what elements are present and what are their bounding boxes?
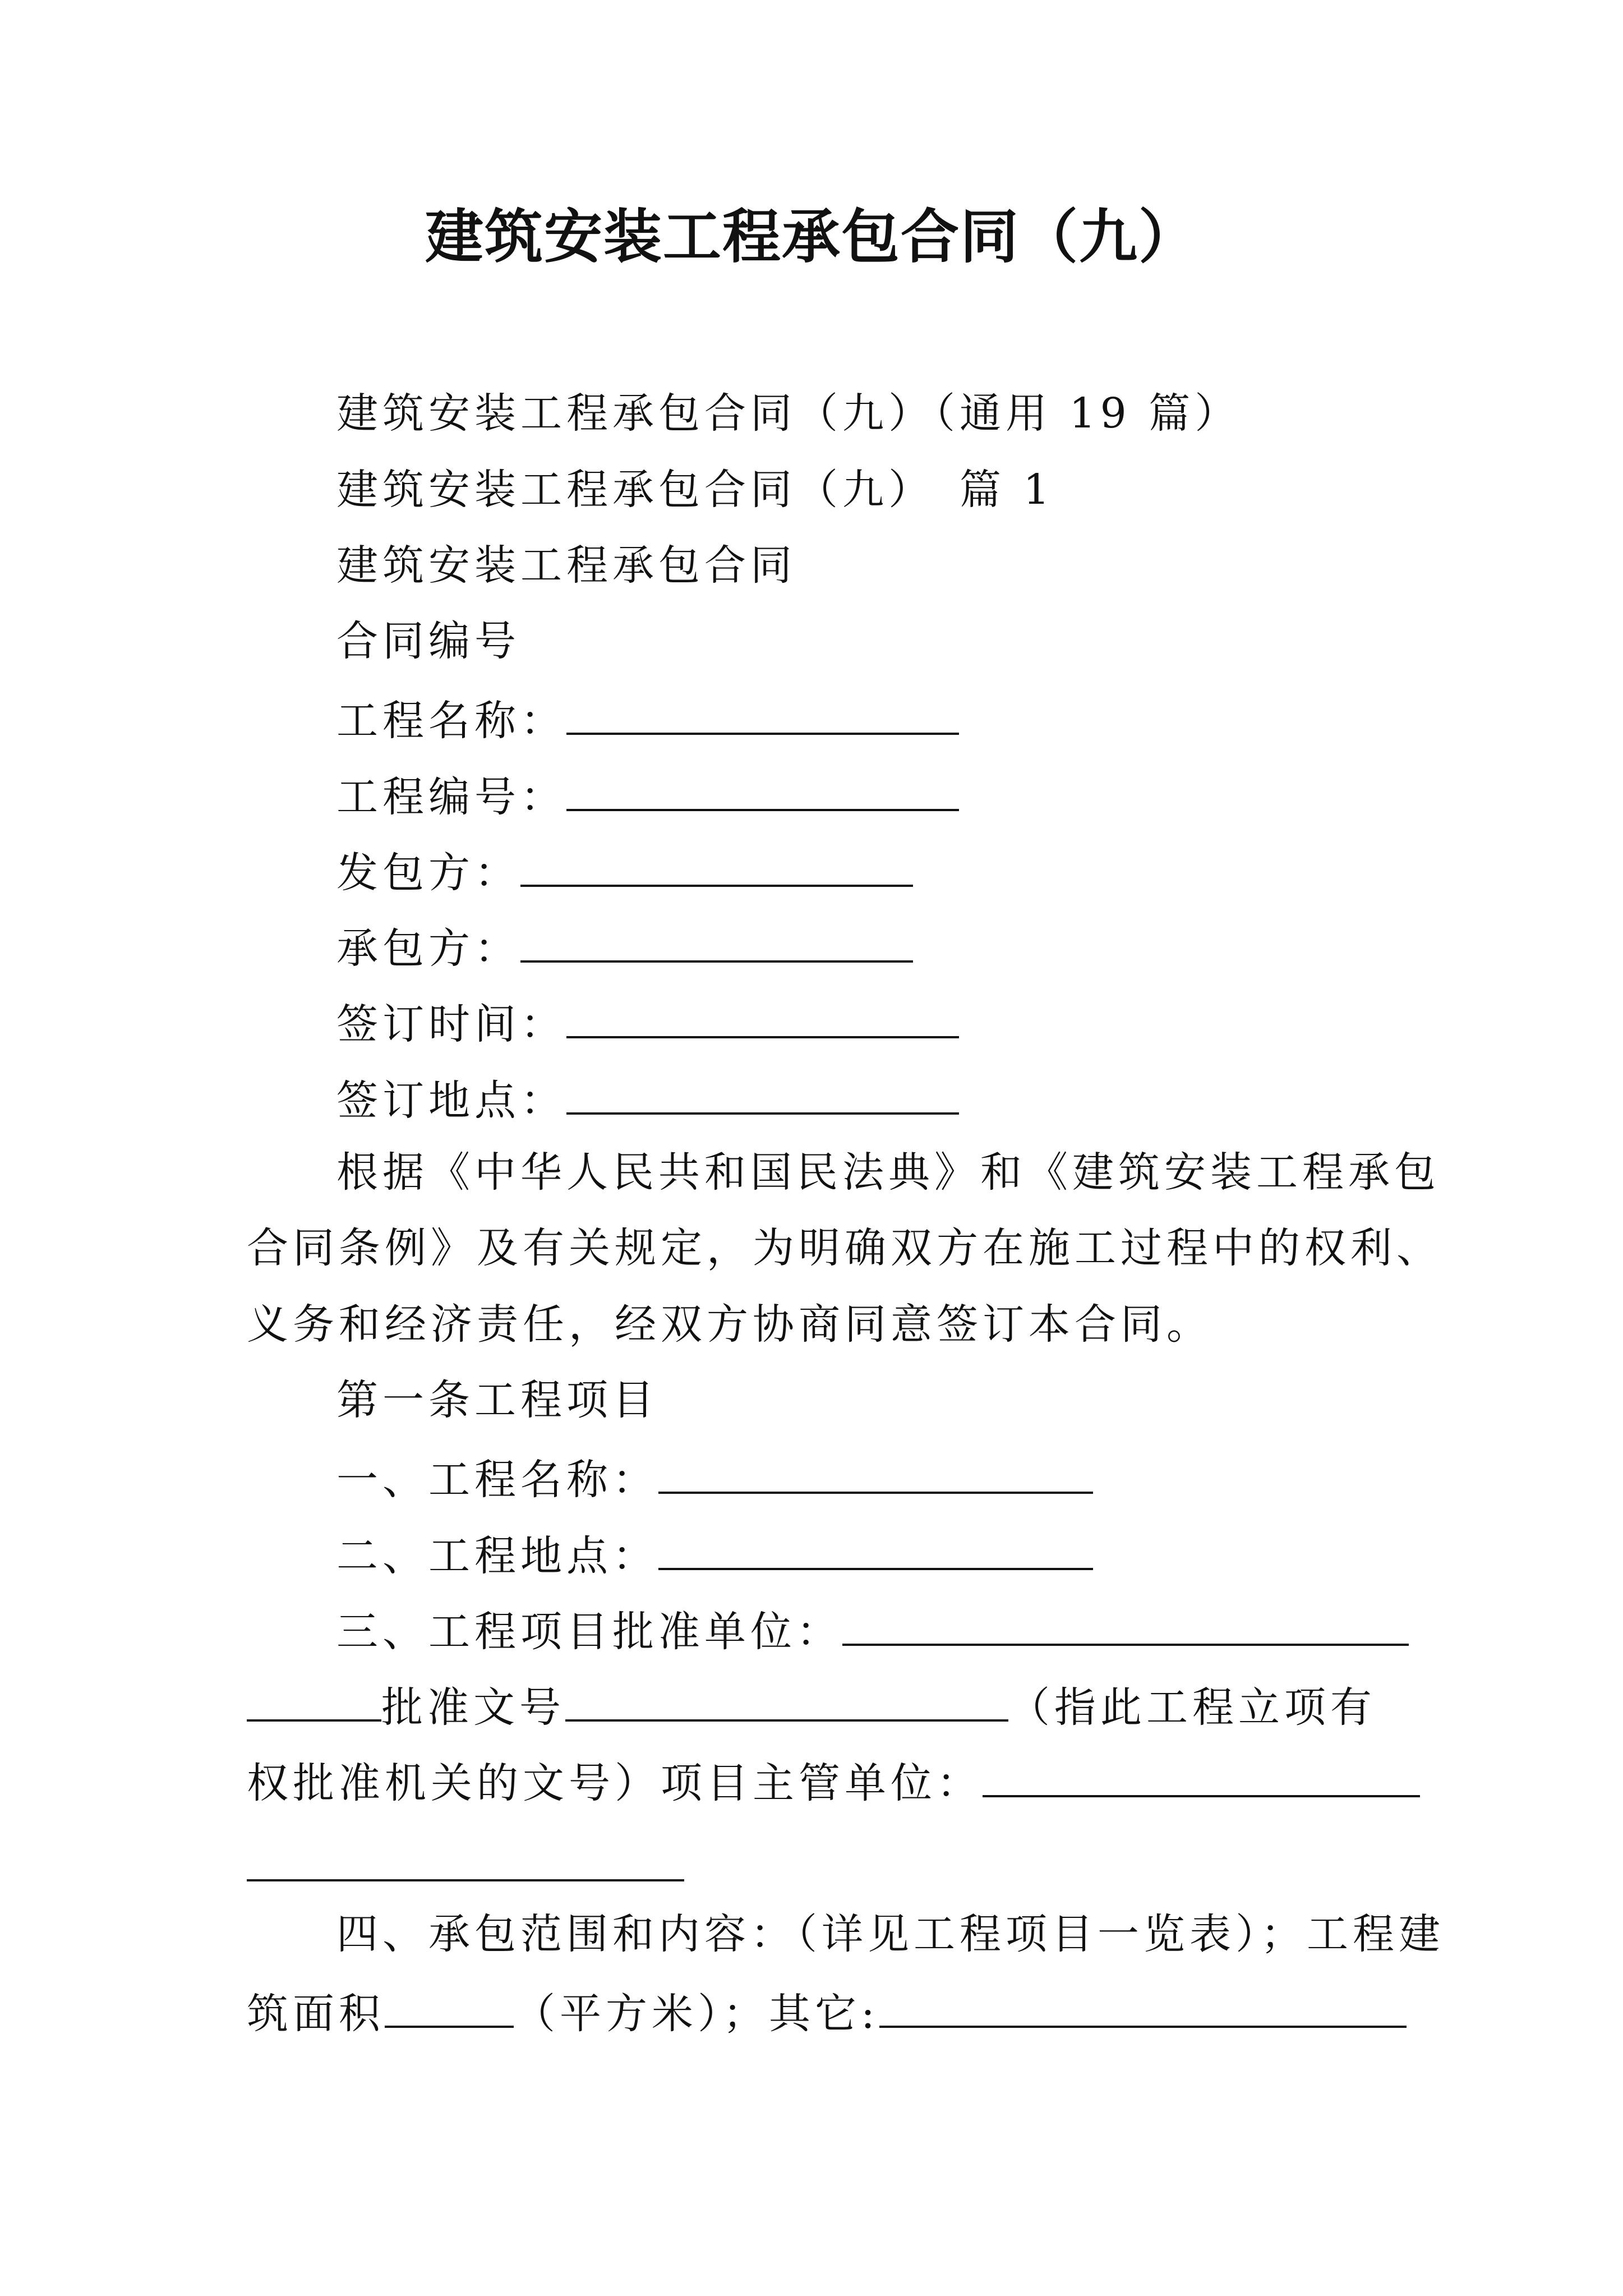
contract-no-label: 合同编号 [336, 617, 520, 665]
item1-blank [658, 1448, 1093, 1494]
item2-blank [658, 1524, 1093, 1570]
article1-item4-line1: 四、承包范围和内容：（详见工程项目一览表）；工程建 [336, 1910, 1445, 1958]
article1-heading: 第一条工程项目 [336, 1376, 658, 1424]
area-blank [385, 1982, 514, 2028]
area-label: 筑面积 [247, 1990, 385, 2038]
sign-place-blank [566, 1069, 959, 1115]
field-label: 签订时间： [336, 1000, 566, 1048]
continuation-blank [247, 1879, 684, 1881]
approval-note-1: （指此工程立项有 [1008, 1683, 1376, 1732]
article1-item2 [336, 1524, 1093, 1580]
area-unit-other: （平方米）；其它: [514, 1990, 879, 2038]
field-label: 签订地点： [336, 1076, 566, 1125]
project-name-blank [566, 689, 959, 735]
field-label: 承包方： [336, 924, 520, 973]
contract-name: 建筑安装工程承包合同 [336, 541, 796, 590]
part-heading: 建筑安装工程承包合同（九） 篇 1 [336, 466, 1054, 514]
article1-item1 [336, 1448, 1093, 1504]
approval-no-blank [565, 1676, 1008, 1722]
field-contractor [336, 917, 913, 973]
document-subtitle: 建筑安装工程承包合同（九）（通用 19 篇） [336, 389, 1241, 438]
other-blank [879, 1982, 1407, 2028]
field-project-name [336, 689, 959, 745]
article1-item3 [336, 1600, 1409, 1656]
article1-item4-line2 [247, 1982, 1407, 2038]
item-label: 三、工程项目批准单位： [336, 1608, 842, 1656]
supervisor-blank [983, 1751, 1420, 1797]
approval-note-2: 权批准机关的文号）项目主管单位： [247, 1759, 983, 1807]
sign-time-blank [566, 992, 959, 1038]
field-employer [336, 841, 913, 897]
approval-no-label: 批准文号 [381, 1683, 565, 1732]
field-label: 工程编号： [336, 773, 566, 821]
preamble-line-1: 根据《中华人民共和国民法典》和《建筑安装工程承包 [336, 1148, 1440, 1197]
approval-prefix-blank [247, 1676, 381, 1722]
employer-blank [520, 841, 913, 887]
preamble-line-3: 义务和经济责任，经双方协商同意签订本合同。 [247, 1300, 1212, 1349]
project-no-blank [566, 765, 959, 811]
field-label: 发包方： [336, 849, 520, 897]
item-label: 一、工程名称： [336, 1456, 658, 1504]
item-label: 二、工程地点： [336, 1532, 658, 1580]
approval-line [247, 1676, 1376, 1732]
supervisor-line [247, 1751, 1420, 1807]
field-project-no [336, 765, 959, 821]
field-label: 工程名称： [336, 697, 566, 745]
item3-blank [842, 1600, 1409, 1646]
preamble-line-2: 合同条例》及有关规定，为明确双方在施工过程中的权利、 [247, 1224, 1442, 1272]
document-title: 建筑安装工程承包合同（九） [425, 202, 1198, 271]
field-sign-time [336, 992, 959, 1048]
contractor-blank [520, 917, 913, 963]
field-sign-place [336, 1069, 959, 1125]
